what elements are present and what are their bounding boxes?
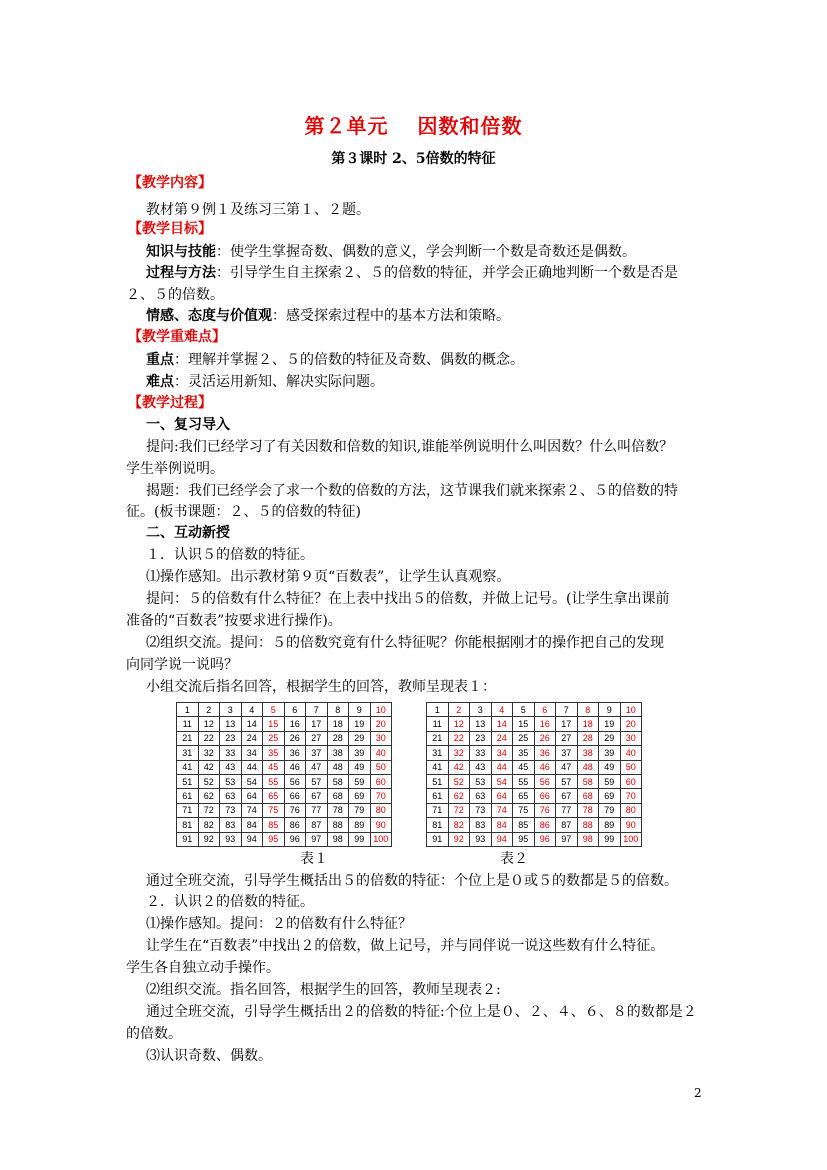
table-row [427, 789, 642, 803]
table-cell: 75 [513, 803, 535, 817]
table-cell: 1 [177, 703, 199, 717]
table-cell: 61 [177, 789, 199, 803]
table-cell: 23 [220, 731, 242, 745]
table-cell: 40 [370, 746, 392, 760]
hundred-table-1 [176, 702, 392, 847]
table-cell: 94 [241, 832, 263, 846]
table-row [427, 703, 642, 717]
table-cell: 57 [306, 774, 328, 788]
table-cell: 35 [513, 746, 535, 760]
table-cell: 57 [556, 774, 578, 788]
table-cell: 28 [327, 731, 349, 745]
table-cell: 64 [241, 789, 263, 803]
table-cell: 52 [198, 774, 220, 788]
goal-3-text: ：感受探索过程中的基本方法和策略。 [272, 308, 510, 324]
table-cell: 82 [198, 818, 220, 832]
table-cell: 32 [198, 746, 220, 760]
table-cell: 93 [470, 832, 492, 846]
table-cell: 17 [556, 717, 578, 731]
table-cell: 82 [448, 818, 470, 832]
goal-1-text: ：使学生掌握奇数、偶数的意义，学会判断一个数是奇数还是偶数。 [216, 244, 636, 260]
process-line: 提问:我们已经学习了有关因数和倍数的知识,谁能举例说明什么叫因数？什么叫倍数？ [146, 439, 674, 455]
table-cell: 24 [241, 731, 263, 745]
table-cell: 92 [448, 832, 470, 846]
table-cell: 37 [306, 746, 328, 760]
key-1-text: ：理解并掌握２、５的倍数的特征及奇数、偶数的概念。 [174, 352, 524, 368]
table-cell: 77 [306, 803, 328, 817]
table-cell: 83 [220, 818, 242, 832]
table-cell: 33 [220, 746, 242, 760]
table-cell: 63 [470, 789, 492, 803]
table-cell: 36 [534, 746, 556, 760]
goal-3 [146, 306, 726, 327]
table-cell: 76 [284, 803, 306, 817]
table-cell: 69 [599, 789, 621, 803]
table-row [177, 717, 392, 731]
table-row [177, 731, 392, 745]
table-cell: 80 [370, 803, 392, 817]
table-cell: 85 [263, 818, 285, 832]
table-cell: 6 [534, 703, 556, 717]
table-cell: 53 [220, 774, 242, 788]
table-cell: 18 [577, 717, 599, 731]
table-cell: 43 [470, 760, 492, 774]
table-2-caption: 表２ [500, 851, 528, 867]
table-cell: 86 [534, 818, 556, 832]
table-cell: 13 [220, 717, 242, 731]
table-cell: 49 [599, 760, 621, 774]
goal-3-label: 情感、态度与价值观 [146, 308, 272, 324]
table-row [177, 803, 392, 817]
table-cell: 16 [534, 717, 556, 731]
table-cell: 67 [556, 789, 578, 803]
table-cell: 81 [427, 818, 449, 832]
table-row [427, 774, 642, 788]
table-cell: 7 [556, 703, 578, 717]
table-cell: 6 [284, 703, 306, 717]
table-cell: 31 [427, 746, 449, 760]
table-cell: 15 [263, 717, 285, 731]
table-cell: 98 [577, 832, 599, 846]
table-cell: 26 [284, 731, 306, 745]
process-line: 小组交流后指名回答，根据学生的回答，教师呈现表１： [146, 679, 496, 695]
table-cell: 30 [620, 731, 642, 745]
table-cell: 88 [327, 818, 349, 832]
table-cell: 100 [620, 832, 642, 846]
table-cell: 73 [470, 803, 492, 817]
table-cell: 5 [263, 703, 285, 717]
table-cell: 55 [263, 774, 285, 788]
table-cell: 36 [284, 746, 306, 760]
table-cell: 61 [427, 789, 449, 803]
table-cell: 90 [370, 818, 392, 832]
table-cell: 87 [306, 818, 328, 832]
process-line: ２．认识２的倍数的特征。 [146, 894, 314, 910]
table-cell: 51 [427, 774, 449, 788]
section-heading-content: 【教学内容】 [128, 175, 212, 191]
table-cell: 54 [491, 774, 513, 788]
table-cell: 9 [599, 703, 621, 717]
table-cell: 47 [556, 760, 578, 774]
table-row [427, 832, 642, 846]
table-cell: 83 [470, 818, 492, 832]
table-cell: 19 [349, 717, 371, 731]
process-line: 提问：５的倍数有什么特征？在上表中找出５的倍数，并做上记号。(让学生拿出课前 [146, 591, 670, 607]
table-cell: 98 [327, 832, 349, 846]
table-cell: 80 [620, 803, 642, 817]
table-cell: 40 [620, 746, 642, 760]
goal-2-text: ：引导学生自主探索２、５的倍数的特征，并学会正确地判断一个数是否是 [216, 265, 678, 281]
table-cell: 42 [198, 760, 220, 774]
table-row [427, 818, 642, 832]
table-cell: 90 [620, 818, 642, 832]
table-cell: 46 [534, 760, 556, 774]
process-line: 向同学说一说吗？ [126, 657, 238, 673]
table-cell: 11 [177, 717, 199, 731]
table-cell: 18 [327, 717, 349, 731]
table-row [177, 760, 392, 774]
table-cell: 12 [448, 717, 470, 731]
table-cell: 21 [177, 731, 199, 745]
table-cell: 79 [349, 803, 371, 817]
key-1 [146, 350, 726, 371]
table-cell: 44 [241, 760, 263, 774]
key-2 [146, 372, 726, 393]
table-cell: 81 [177, 818, 199, 832]
table-cell: 55 [513, 774, 535, 788]
table-cell: 68 [327, 789, 349, 803]
table-cell: 27 [556, 731, 578, 745]
table-row [177, 818, 392, 832]
table-row [177, 789, 392, 803]
table-cell: 20 [620, 717, 642, 731]
table-cell: 38 [327, 746, 349, 760]
process-line: 的倍数。 [126, 1026, 182, 1042]
table-cell: 39 [599, 746, 621, 760]
table-cell: 41 [177, 760, 199, 774]
table-cell: 97 [556, 832, 578, 846]
table-cell: 89 [349, 818, 371, 832]
table-row [427, 717, 642, 731]
table-cell: 96 [284, 832, 306, 846]
table-cell: 68 [577, 789, 599, 803]
page-title: 第２单元 因数和倍数 [304, 114, 523, 138]
table-cell: 67 [306, 789, 328, 803]
table-cell: 29 [599, 731, 621, 745]
table-cell: 87 [556, 818, 578, 832]
table-cell: 50 [370, 760, 392, 774]
table-cell: 95 [263, 832, 285, 846]
table-cell: 9 [349, 703, 371, 717]
table-cell: 45 [263, 760, 285, 774]
table-cell: 7 [306, 703, 328, 717]
table-cell: 16 [284, 717, 306, 731]
table-cell: 41 [427, 760, 449, 774]
goal-1-label: 知识与技能 [146, 244, 216, 260]
table-cell: 21 [427, 731, 449, 745]
process-line: 通过全班交流，引导学生概括出２的倍数的特征:个位上是０、２、４、６、８的数都是２ [146, 1004, 697, 1020]
table-cell: 99 [349, 832, 371, 846]
table-cell: 26 [534, 731, 556, 745]
goal-1 [146, 242, 726, 263]
goal-2 [146, 263, 726, 284]
table-cell: 60 [370, 774, 392, 788]
table-cell: 59 [599, 774, 621, 788]
table-cell: 14 [491, 717, 513, 731]
process-line: 征。(板书课题：２、５的倍数的特征) [126, 504, 361, 520]
process-line: ⑴操作感知。提问：２的倍数有什么特征？ [146, 916, 412, 932]
table-cell: 47 [306, 760, 328, 774]
table-cell: 51 [177, 774, 199, 788]
table-cell: 15 [513, 717, 535, 731]
process-line: 通过全班交流，引导学生概括出５的倍数的特征：个位上是０或５的数都是５的倍数。 [146, 873, 678, 889]
table-cell: 71 [427, 803, 449, 817]
table-cell: 34 [241, 746, 263, 760]
table-cell: 37 [556, 746, 578, 760]
table-row [427, 803, 642, 817]
table-cell: 2 [198, 703, 220, 717]
table-cell: 94 [491, 832, 513, 846]
table-row [177, 746, 392, 760]
table-cell: 28 [577, 731, 599, 745]
process-line: ⑵组织交流。提问：５的倍数究竟有什么特征呢？你能根据刚才的操作把自己的发现 [146, 635, 664, 651]
table-cell: 17 [306, 717, 328, 731]
table-cell: 4 [491, 703, 513, 717]
table-cell: 48 [327, 760, 349, 774]
key-2-label: 难点 [146, 374, 174, 390]
table-cell: 74 [241, 803, 263, 817]
table-cell: 58 [327, 774, 349, 788]
table-cell: 62 [448, 789, 470, 803]
table-cell: 70 [370, 789, 392, 803]
table-cell: 42 [448, 760, 470, 774]
table-cell: 59 [349, 774, 371, 788]
table-cell: 95 [513, 832, 535, 846]
table-cell: 27 [306, 731, 328, 745]
table-cell: 93 [220, 832, 242, 846]
table-cell: 49 [349, 760, 371, 774]
table-cell: 8 [327, 703, 349, 717]
table-cell: 46 [284, 760, 306, 774]
table-cell: 14 [241, 717, 263, 731]
table-cell: 35 [263, 746, 285, 760]
process-line: ⑵组织交流。指名回答，根据学生的回答，教师呈现表２: [146, 982, 501, 998]
process-line: 学生各自独立动手操作。 [126, 960, 280, 976]
table-cell: 39 [349, 746, 371, 760]
table-cell: 56 [534, 774, 556, 788]
table-cell: 72 [448, 803, 470, 817]
table-cell: 85 [513, 818, 535, 832]
process-line: ⑴操作感知。出示教材第９页“百数表”，让学生认真观察。 [146, 569, 511, 585]
table-cell: 91 [177, 832, 199, 846]
table-cell: 75 [263, 803, 285, 817]
table-cell: 72 [198, 803, 220, 817]
table-cell: 84 [241, 818, 263, 832]
table-cell: 66 [534, 789, 556, 803]
table-cell: 23 [470, 731, 492, 745]
table-cell: 33 [470, 746, 492, 760]
table-cell: 45 [513, 760, 535, 774]
table-cell: 10 [370, 703, 392, 717]
process-line: 揭题：我们已经学会了求一个数的倍数的方法，这节课我们就来探索２、５的倍数的特 [146, 483, 678, 499]
table-cell: 29 [349, 731, 371, 745]
table-cell: 88 [577, 818, 599, 832]
table-row [177, 832, 392, 846]
table-1-caption: 表１ [300, 851, 328, 867]
table-cell: 78 [327, 803, 349, 817]
table-cell: 60 [620, 774, 642, 788]
table-cell: 22 [198, 731, 220, 745]
table-cell: 70 [620, 789, 642, 803]
table-cell: 62 [198, 789, 220, 803]
table-cell: 12 [198, 717, 220, 731]
table-cell: 38 [577, 746, 599, 760]
table-cell: 5 [513, 703, 535, 717]
table-cell: 64 [491, 789, 513, 803]
table-cell: 74 [491, 803, 513, 817]
table-row [177, 774, 392, 788]
table-cell: 20 [370, 717, 392, 731]
table-cell: 58 [577, 774, 599, 788]
table-cell: 91 [427, 832, 449, 846]
table-cell: 22 [448, 731, 470, 745]
goal-2-cont: ２、５的倍数。 [126, 287, 224, 303]
process-line: 让学生在“百数表”中找出２的倍数，做上记号，并与同伴说一说这些数有什么特征。 [146, 938, 665, 954]
table-cell: 3 [470, 703, 492, 717]
table-cell: 44 [491, 760, 513, 774]
table-cell: 25 [513, 731, 535, 745]
table-cell: 48 [577, 760, 599, 774]
goal-2-label: 过程与方法 [146, 265, 216, 281]
table-cell: 25 [263, 731, 285, 745]
page-number: 2 [694, 1086, 702, 1100]
table-cell: 31 [177, 746, 199, 760]
table-cell: 50 [620, 760, 642, 774]
table-cell: 30 [370, 731, 392, 745]
table-cell: 86 [284, 818, 306, 832]
table-cell: 100 [370, 832, 392, 846]
table-cell: 52 [448, 774, 470, 788]
table-cell: 13 [470, 717, 492, 731]
table-cell: 43 [220, 760, 242, 774]
table-cell: 32 [448, 746, 470, 760]
key-2-text: ：灵活运用新知、解决实际问题。 [174, 374, 384, 390]
table-row [427, 760, 642, 774]
table-cell: 3 [220, 703, 242, 717]
page-subtitle: 第３课时 2、5倍数的特征 [331, 151, 496, 167]
table-cell: 96 [534, 832, 556, 846]
process-line: ⑶认识奇数、偶数。 [146, 1048, 272, 1064]
table-cell: 71 [177, 803, 199, 817]
table-cell: 10 [620, 703, 642, 717]
table-cell: 8 [577, 703, 599, 717]
process-line: １．认识５的倍数的特征。 [146, 547, 314, 563]
table-cell: 53 [470, 774, 492, 788]
table-cell: 54 [241, 774, 263, 788]
table-row [427, 746, 642, 760]
table-cell: 89 [599, 818, 621, 832]
table-cell: 63 [220, 789, 242, 803]
table-cell: 11 [427, 717, 449, 731]
content-text: 教材第９例１及练习三第１、２题。 [146, 202, 370, 218]
key-1-label: 重点 [146, 352, 174, 368]
table-cell: 92 [198, 832, 220, 846]
table-cell: 56 [284, 774, 306, 788]
table-row [177, 703, 392, 717]
section-heading-process: 【教学过程】 [128, 395, 212, 411]
table-cell: 1 [427, 703, 449, 717]
table-cell: 69 [349, 789, 371, 803]
table-cell: 34 [491, 746, 513, 760]
process-line: 准备的“百数表”按要求进行操作)。 [126, 613, 342, 629]
table-cell: 97 [306, 832, 328, 846]
table-cell: 84 [491, 818, 513, 832]
section-heading-goals: 【教学目标】 [128, 221, 212, 237]
table-cell: 79 [599, 803, 621, 817]
table-cell: 65 [263, 789, 285, 803]
table-cell: 77 [556, 803, 578, 817]
table-cell: 4 [241, 703, 263, 717]
table-cell: 66 [284, 789, 306, 803]
section-heading-key: 【教学重难点】 [128, 329, 226, 345]
table-cell: 2 [448, 703, 470, 717]
process-line: 学生举例说明。 [126, 461, 224, 477]
table-cell: 19 [599, 717, 621, 731]
table-cell: 76 [534, 803, 556, 817]
table-cell: 78 [577, 803, 599, 817]
hundred-tables [176, 702, 656, 845]
process-line: 一、复习导入 [146, 417, 230, 433]
table-cell: 65 [513, 789, 535, 803]
hundred-table-2 [426, 702, 642, 847]
table-row [427, 731, 642, 745]
table-cell: 99 [599, 832, 621, 846]
table-cell: 73 [220, 803, 242, 817]
process-line: 二、互动新授 [146, 525, 230, 541]
table-cell: 24 [491, 731, 513, 745]
